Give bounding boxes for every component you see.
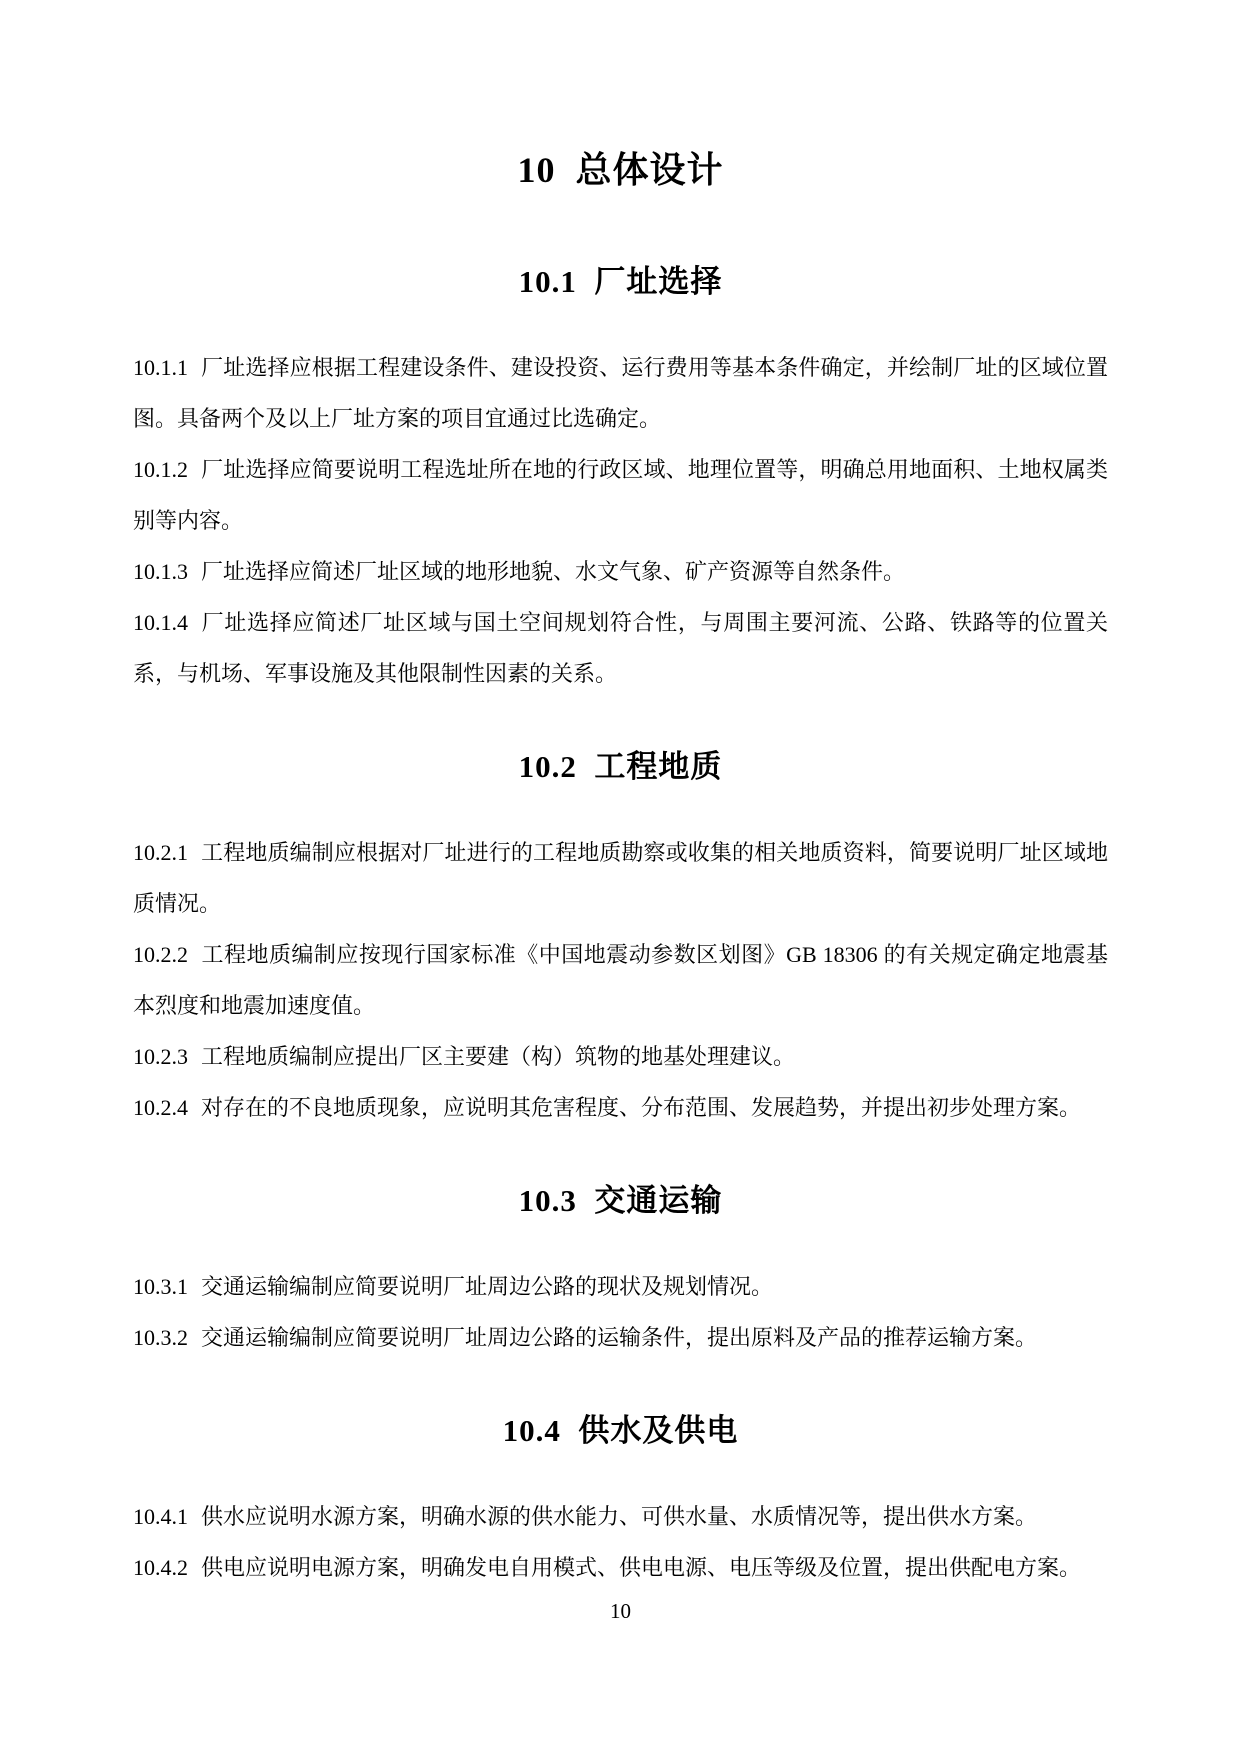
clause-10-1-4 <box>133 597 1108 699</box>
section-site-selection <box>133 262 1108 699</box>
page-number: 10 <box>610 1599 631 1623</box>
clause-text: 供电应说明电源方案，明确发电自用模式、供电电源、电压等级及位置，提出供配电方案。 <box>201 1555 1082 1580</box>
clause-number: 10.1.4 <box>133 610 188 635</box>
clause-number: 10.4.2 <box>133 1555 188 1580</box>
section-transportation <box>133 1181 1108 1363</box>
clause-text: 厂址选择应简述厂址区域的地形地貌、水文气象、矿产资源等自然条件。 <box>201 559 906 584</box>
clause-text: 厂址选择应简述厂址区域与国土空间规划符合性，与周围主要河流、公路、铁路等的位置关系，与机场、军事设施及其他限制性因素的关系。 <box>133 610 1108 686</box>
clause-text: 工程地质编制应提出厂区主要建（构）筑物的地基处理建议。 <box>201 1044 796 1069</box>
clause-text: 工程地质编制应根据对厂址进行的工程地质勘察或收集的相关地质资料，简要说明厂址区域地质情况。 <box>133 840 1108 916</box>
section-heading-10-3: 10.3 交通运输 <box>518 1183 723 1218</box>
clause-10-3-2 <box>133 1312 1108 1363</box>
section-heading-10-2: 10.2 工程地质 <box>518 749 723 784</box>
clause-10-2-1 <box>133 827 1108 929</box>
clause-10-2-4 <box>133 1082 1108 1133</box>
clause-number: 10.2.2 <box>133 942 188 967</box>
clause-10-4-1 <box>133 1491 1108 1542</box>
clause-number: 10.1.3 <box>133 559 188 584</box>
clause-text: 厂址选择应简要说明工程选址所在地的行政区域、地理位置等，明确总用地面积、土地权属类别等内容。 <box>133 457 1108 533</box>
section-heading-10-1: 10.1 厂址选择 <box>518 264 723 299</box>
section-engineering-geology <box>133 747 1108 1133</box>
clause-number: 10.3.1 <box>133 1274 188 1299</box>
clause-text: 供水应说明水源方案，明确水源的供水能力、可供水量、水质情况等，提出供水方案。 <box>201 1504 1038 1529</box>
section-heading-10-4: 10.4 供水及供电 <box>502 1413 739 1448</box>
chapter-title: 10 总体设计 <box>517 150 724 190</box>
clause-number: 10.2.3 <box>133 1044 188 1069</box>
clause-10-3-1 <box>133 1261 1108 1312</box>
clause-number: 10.4.1 <box>133 1504 188 1529</box>
clause-number: 10.2.1 <box>133 840 188 865</box>
clause-text: 厂址选择应根据工程建设条件、建设投资、运行费用等基本条件确定，并绘制厂址的区域位置图。具备两个及以上厂址方案的项目宜通过比选确定。 <box>133 355 1108 431</box>
clause-number: 10.1.2 <box>133 457 188 482</box>
clause-number: 10.2.4 <box>133 1095 188 1120</box>
clause-10-2-3 <box>133 1031 1108 1082</box>
clause-text: 工程地质编制应按现行国家标准《中国地震动参数区划图》GB 18306 的有关规定确定地震基本烈度和地震加速度值。 <box>133 942 1108 1018</box>
clause-number: 10.1.1 <box>133 355 188 380</box>
clause-10-2-2 <box>133 929 1108 1031</box>
clause-text: 对存在的不良地质现象，应说明其危害程度、分布范围、发展趋势，并提出初步处理方案。 <box>201 1095 1082 1120</box>
section-water-power-supply <box>133 1411 1108 1593</box>
clause-10-1-1 <box>133 342 1108 444</box>
clause-text: 交通运输编制应简要说明厂址周边公路的运输条件，提出原料及产品的推荐运输方案。 <box>201 1325 1038 1350</box>
clause-10-1-2 <box>133 444 1108 546</box>
clause-text: 交通运输编制应简要说明厂址周边公路的现状及规划情况。 <box>201 1274 774 1299</box>
clause-number: 10.3.2 <box>133 1325 188 1350</box>
clause-10-4-2 <box>133 1542 1108 1593</box>
clause-10-1-3 <box>133 546 1108 597</box>
